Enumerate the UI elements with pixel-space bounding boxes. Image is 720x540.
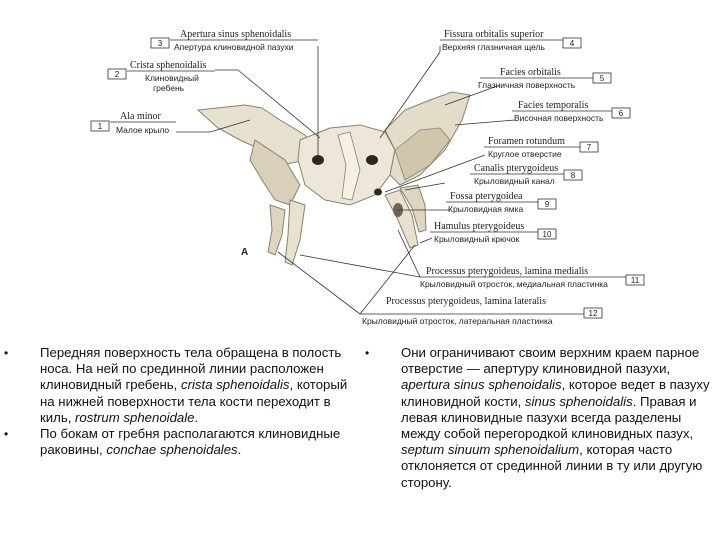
label-7-russian: Круглое отверстие	[488, 149, 562, 159]
svg-text:2: 2	[114, 70, 120, 79]
label-2-russian-line1: Клиновидный	[145, 73, 199, 83]
label-1-russian: Малое крыло	[116, 125, 170, 135]
label-9-latin: Fossa pterygoidea	[450, 191, 523, 202]
left-bullet-item-2: • По бокам от гребня располагаются клиновидные раковины, conchae sphenoidales.	[4, 426, 341, 458]
label-12	[360, 296, 602, 326]
label-7-latin: Foramen rotundum	[488, 136, 565, 147]
number-box-7	[580, 142, 598, 152]
number-box-12	[584, 308, 602, 318]
number-box-8	[564, 170, 582, 180]
label-5	[478, 67, 611, 90]
number-box-2	[108, 69, 126, 79]
svg-text:5: 5	[599, 74, 605, 83]
label-12-latin: Processus pterygoideus, lamina lateralis	[386, 296, 546, 307]
number-box-6	[612, 108, 630, 118]
label-10-russian: Крыловидный крючок	[434, 234, 520, 244]
number-box-5	[593, 73, 611, 83]
term-crista-sphenoidalis: crista sphenoidalis	[181, 377, 290, 393]
label-10-latin: Hamulus pterygoideus	[434, 221, 525, 232]
label-11-russian: Крыловидный отросток, медиальная пластинка	[420, 279, 608, 289]
label-9	[446, 191, 556, 214]
label-3-latin: Apertura sinus sphenoidalis	[180, 29, 292, 40]
left-bullet-item-1: • Передняя поверхность тела обращена в полость носа. На ней по срединной линии расположен клиновидный гребень, crista sphenoidalis, который на нижней поверхности тела кости переходит в киль, rostrum sphenoidale.	[4, 345, 348, 425]
label-6	[512, 100, 630, 123]
number-box-9	[538, 199, 556, 209]
label-3-russian: Апертура клиновидной пазухи	[174, 42, 294, 52]
svg-text:1: 1	[97, 122, 103, 131]
number-box-11	[626, 275, 644, 285]
label-4	[440, 29, 581, 52]
svg-text:8: 8	[570, 171, 576, 180]
label-8-russian: Крыловидный канал	[474, 176, 555, 186]
label-3	[151, 29, 318, 52]
label-11	[420, 266, 644, 289]
svg-text:10: 10	[542, 230, 552, 239]
label-6-latin: Facies temporalis	[518, 100, 589, 111]
number-box-3	[151, 38, 169, 48]
label-4-latin: Fissura orbitalis superior	[444, 29, 544, 40]
number-box-4	[563, 38, 581, 48]
label-5-russian: Глазничная поверхность	[478, 80, 576, 90]
label-9-russian: Крыловидная ямка	[448, 204, 524, 214]
svg-text:12: 12	[588, 309, 598, 318]
label-5-latin: Facies orbitalis	[500, 67, 561, 78]
label-1-latin: Ala minor	[120, 111, 161, 122]
label-8-latin: Canalis pterygoideus	[474, 163, 559, 174]
svg-text:11: 11	[630, 276, 640, 285]
label-12-russian: Крыловидный отросток, латеральная пластинка	[362, 316, 553, 326]
term-sinus-sphenoidalis: sinus sphenoidalis	[524, 393, 633, 409]
svg-text:6: 6	[618, 109, 624, 118]
term-septum-sinuum: septum sinuum sphenoidalium	[401, 442, 580, 458]
label-10	[430, 221, 556, 244]
number-box-1	[91, 121, 109, 131]
bullet: •	[4, 427, 9, 442]
label-8	[470, 163, 582, 186]
right-bullet-item: • Они ограничивают своим верхним краем парное отверстие — апертуру клиновидной пазухи, apertura sinus sphenoidalis, которое ведет в пазуху клиновидной кости, sinus sphenoidalis. Правая и левая клиновидные пазухи всегда разделены между собой перегородкой клиновидных пазух, septum sinuum sphenoidalium, которая часто отклоняется от срединной линии в ту или другую сторону.	[365, 345, 710, 490]
term-apertura-sinus: apertura sinus sphenoidalis	[401, 377, 562, 393]
label-1	[91, 111, 176, 135]
label-4-russian: Верхняя глазничная щель	[442, 42, 545, 52]
label-2	[108, 60, 215, 93]
bullet: •	[365, 346, 370, 360]
label-11-latin: Processus pterygoideus, lamina medialis	[426, 266, 589, 277]
left-text-column	[4, 345, 348, 458]
figure-letter: A	[241, 247, 249, 258]
right-text-column	[365, 345, 713, 491]
bullet: •	[4, 346, 9, 360]
label-6-russian: Височная поверхность	[514, 113, 604, 123]
label-2-russian-line2: гребень	[153, 83, 185, 93]
svg-text:3: 3	[157, 39, 163, 48]
svg-text:4: 4	[569, 39, 575, 48]
label-7	[484, 136, 598, 159]
number-box-10	[538, 229, 556, 239]
term-conchae-sphenoidales: conchae sphenoidales	[106, 442, 238, 458]
svg-text:9: 9	[544, 200, 550, 209]
term-rostrum-sphenoidale: rostrum sphenoidale	[75, 409, 195, 425]
label-2-latin: Crista sphenoidalis	[130, 60, 207, 71]
svg-text:7: 7	[586, 143, 592, 152]
